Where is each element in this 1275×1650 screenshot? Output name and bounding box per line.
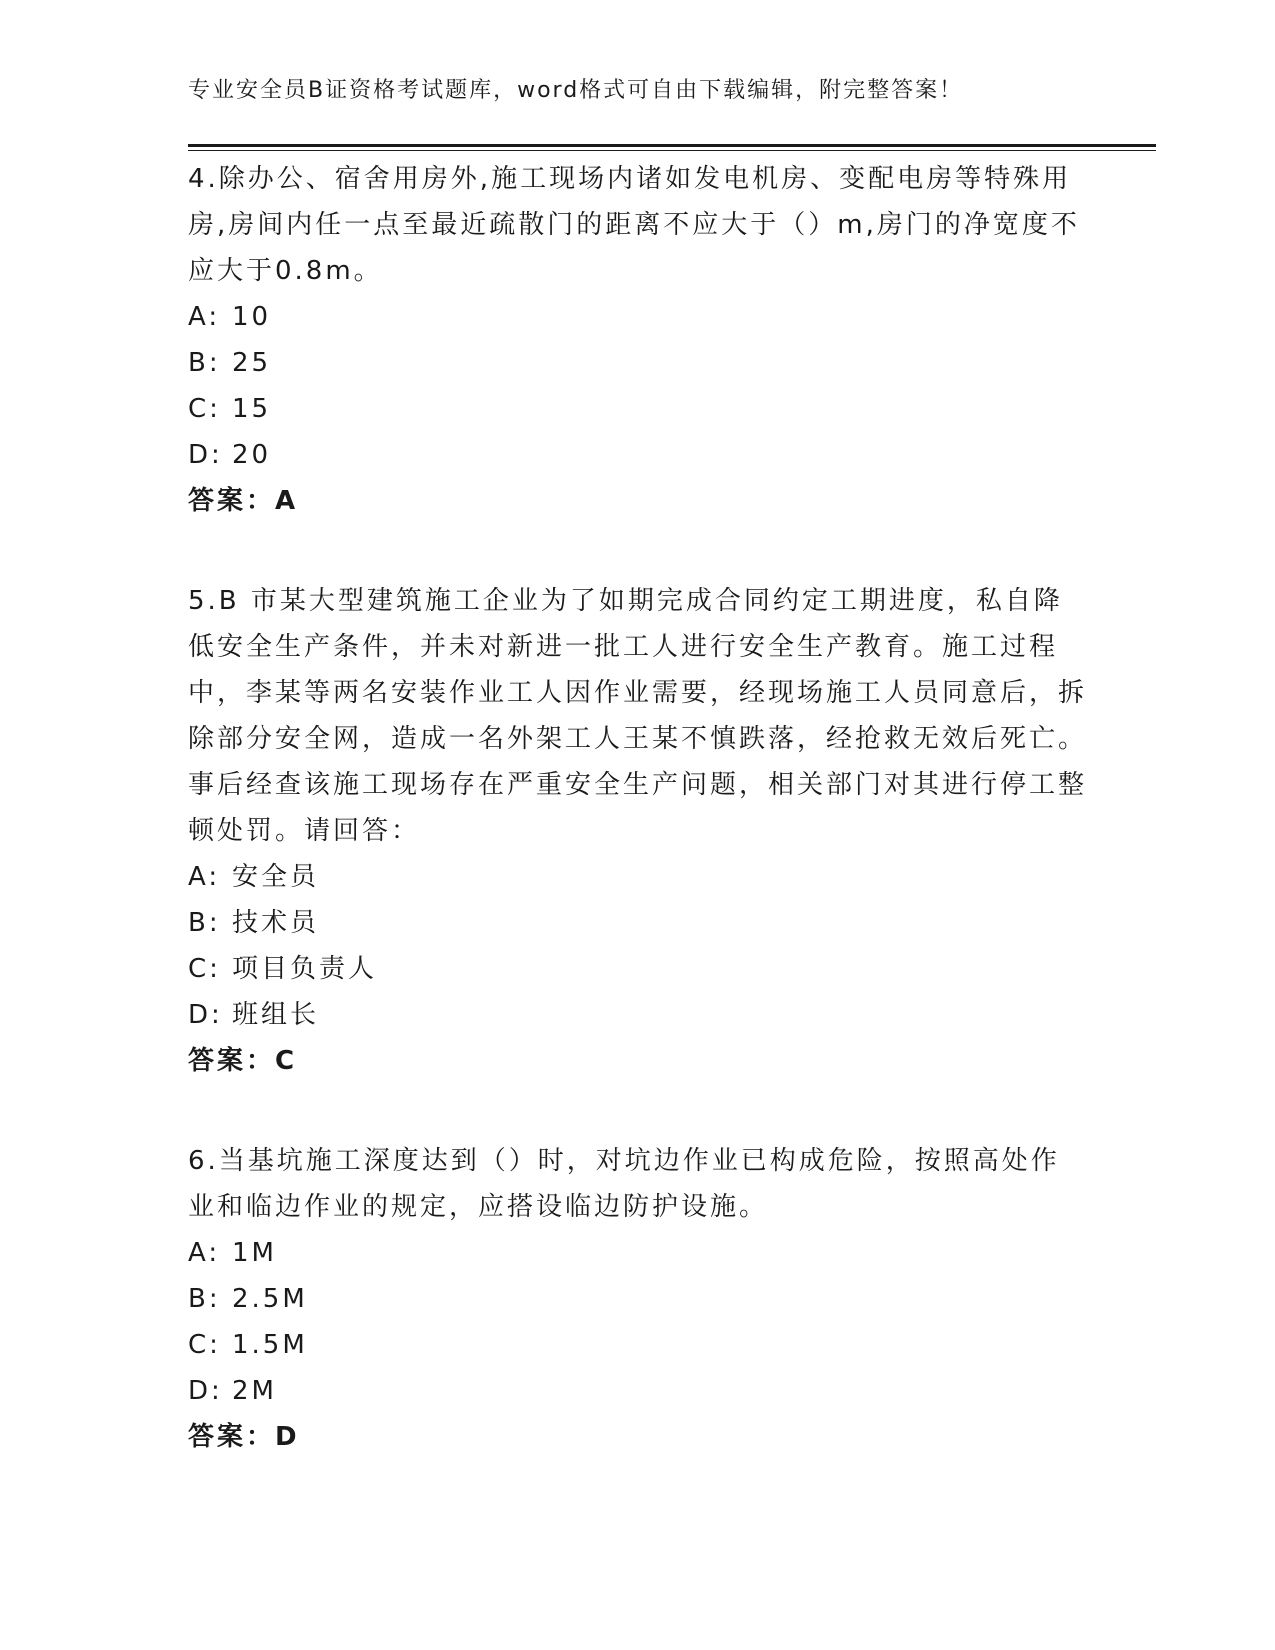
option-c bbox=[188, 946, 1088, 992]
option-text: 安全员 bbox=[232, 862, 320, 892]
option-d bbox=[188, 1368, 1088, 1414]
option-text: 项目负责人 bbox=[232, 954, 378, 984]
header-divider-thick bbox=[188, 144, 1156, 147]
question-stem: 4.除办公、宿舍用房外,施工现场内诸如发电机房、变配电房等特殊用房,房间内任一点至最近疏散门的距离不应大于（）m,房门的净宽度不应大于0.8m。 bbox=[188, 164, 1080, 286]
option-letter: B: bbox=[188, 908, 221, 938]
question-stem: 5.B 市某大型建筑施工企业为了如期完成合同约定工期进度，私自降低安全生产条件，并未对新进一批工人进行安全生产教育。施工过程中，李某等两名安装作业工人因作业需要，经现场施工人员同意后，拆除部分安全网，造成一名外架工人王某不慎跌落，经抢救无效后死亡。事后经查该施工现场存在严重安全生产问题，相关部门对其进行停工整顿处罚。请回答： bbox=[188, 586, 1088, 846]
option-letter: A: bbox=[188, 1238, 221, 1268]
answer-line: 答案：A bbox=[188, 486, 299, 516]
option-text: 20 bbox=[232, 440, 272, 470]
option-letter: C: bbox=[188, 954, 221, 984]
option-d bbox=[188, 992, 1088, 1038]
option-text: 15 bbox=[232, 394, 272, 424]
question-spacer bbox=[188, 1084, 1088, 1138]
option-letter: A: bbox=[188, 302, 221, 332]
option-b bbox=[188, 340, 1088, 386]
question-spacer bbox=[188, 524, 1088, 578]
option-d bbox=[188, 432, 1088, 478]
option-text: 2.5M bbox=[232, 1284, 308, 1314]
question-6 bbox=[188, 1138, 1088, 1460]
option-text: 班组长 bbox=[232, 1000, 320, 1030]
option-a bbox=[188, 854, 1088, 900]
option-letter: D: bbox=[188, 440, 223, 470]
option-text: 技术员 bbox=[232, 908, 320, 938]
option-letter: B: bbox=[188, 1284, 221, 1314]
question-list bbox=[188, 156, 1088, 1460]
option-text: 10 bbox=[232, 302, 272, 332]
document-header: 专业安全员B证资格考试题库，word格式可自由下载编辑，附完整答案！ bbox=[188, 78, 964, 103]
option-b bbox=[188, 900, 1088, 946]
answer-line: 答案：D bbox=[188, 1422, 300, 1452]
option-text: 2M bbox=[232, 1376, 277, 1406]
question-stem: 6.当基坑施工深度达到（）时，对坑边作业已构成危险，按照高处作业和临边作业的规定，应搭设临边防护设施。 bbox=[188, 1146, 1060, 1222]
header-divider-thin bbox=[188, 150, 1156, 151]
option-letter: D: bbox=[188, 1376, 223, 1406]
answer-line: 答案：C bbox=[188, 1046, 298, 1076]
option-letter: B: bbox=[188, 348, 221, 378]
option-text: 1.5M bbox=[232, 1330, 308, 1360]
option-c bbox=[188, 1322, 1088, 1368]
option-letter: C: bbox=[188, 394, 221, 424]
option-c bbox=[188, 386, 1088, 432]
option-letter: D: bbox=[188, 1000, 223, 1030]
option-b bbox=[188, 1276, 1088, 1322]
question-4 bbox=[188, 156, 1088, 524]
question-5 bbox=[188, 578, 1088, 1084]
option-a bbox=[188, 294, 1088, 340]
option-text: 25 bbox=[232, 348, 272, 378]
option-letter: A: bbox=[188, 862, 221, 892]
option-text: 1M bbox=[232, 1238, 277, 1268]
option-letter: C: bbox=[188, 1330, 221, 1360]
option-a bbox=[188, 1230, 1088, 1276]
